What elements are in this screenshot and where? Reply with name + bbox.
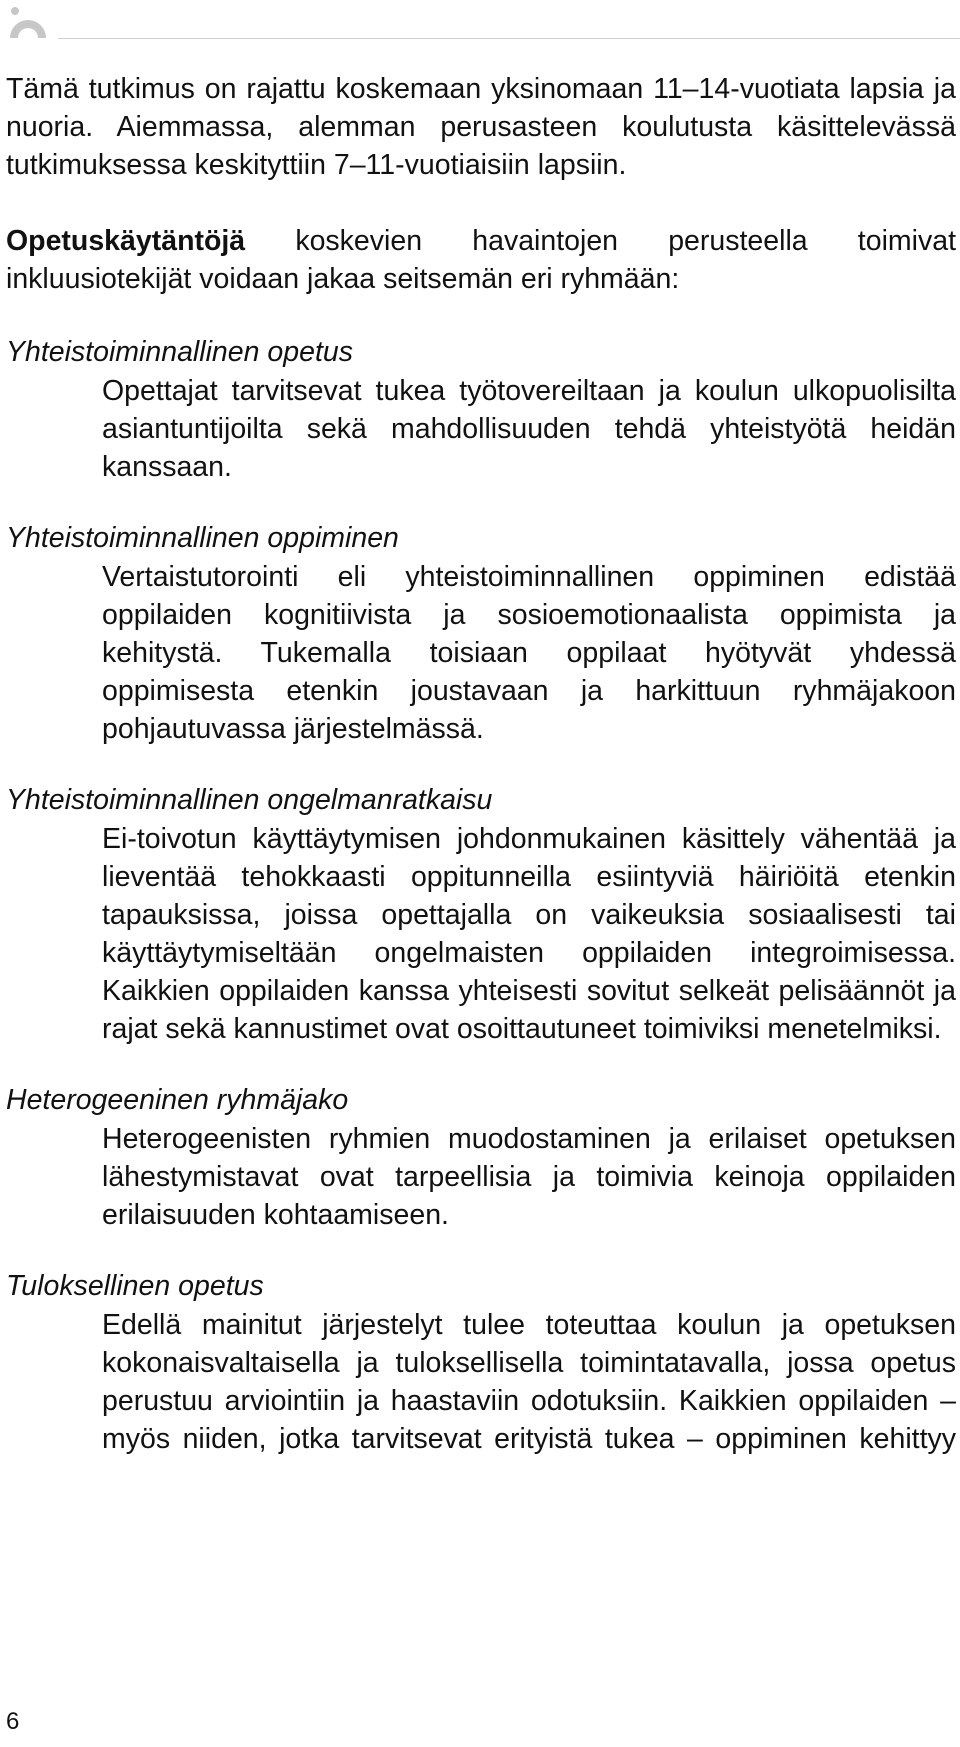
document-body	[6, 70, 956, 1491]
page-number: 6	[6, 1708, 20, 1735]
section-title: Tuloksellinen opetus	[6, 1270, 264, 1302]
section-yhteistoiminnallinen-opetus	[6, 333, 956, 486]
section-yhteistoiminnallinen-ongelmanratkaisu	[6, 781, 956, 1048]
intro-paragraph: Tämä tutkimus on rajattu koskemaan yksinomaan 11–14-vuotiata lapsia ja nuoria. Aiemmassa, alemman perusasteen koulutusta käsittelevässä tutkimuksessa keskityttiin 7–11-vuotiaisiin lapsiin.	[6, 73, 956, 181]
section-body: Ei-toivotun käyttäytymisen johdonmukainen käsittely vähentää ja lieventää tehokkaasti oppitunneilla esiintyviä häiriöitä etenkin tapauksissa, joissa opettajalla on vaikeuksia sosiaalisesti tai käyttäytymiseltään ongelmaisten oppilaiden integroimisessa. Kaikkien oppilaiden kanssa yhteisesti sovitut selkeät pelisäännöt ja rajat sekä kannustimet ovat osoittautuneet toimiviksi menetelmiksi.	[102, 823, 956, 1045]
section-title: Yhteistoiminnallinen oppiminen	[6, 522, 399, 554]
section-body: Edellä mainitut järjestelyt tulee toteuttaa koulun ja opetuksen kokonaisvaltaisella ja tuloksellisella toimintatavalla, jossa opetus perustuu arviointiin ja haastaviin odotuksiin. Kaikkien oppilaiden – myös niiden, jotka tarvitsevat erityistä tukea – oppiminen kehittyy	[102, 1309, 956, 1455]
section-title: Yhteistoiminnallinen ongelmanratkaisu	[6, 784, 493, 816]
section-body: Opettajat tarvitsevat tukea työtovereiltaan ja koulun ulkopuolisilta asiantuntijoilta sekä mahdollisuuden tehdä yhteistyötä heidän kanssaan.	[102, 375, 956, 483]
section-title: Heterogeeninen ryhmäjako	[6, 1084, 349, 1116]
section-tuloksellinen-opetus	[6, 1267, 956, 1458]
section-heterogeeninen-ryhmajako	[6, 1081, 956, 1234]
section-yhteistoiminnallinen-oppiminen	[6, 519, 956, 748]
section-body: Vertaistutorointi eli yhteistoiminnallinen oppiminen edistää oppilaiden kognitiivista ja sosioemotionaalista oppimista ja kehitystä. Tukemalla toisiaan oppilaat hyötyvät yhdessä oppimisesta etenkin joustavaan ja harkittuun ryhmäjakoon pohjautuvassa järjestelmässä.	[102, 561, 956, 745]
lead-bold-term: Opetuskäytäntöjä	[6, 225, 246, 257]
header-rule	[58, 38, 960, 39]
lead-text: koskevien havaintojen perusteella toimivat inkluusiotekijät voidaan jakaa seitsemän eri ryhmään:	[6, 225, 956, 295]
lead-paragraph	[6, 222, 956, 298]
section-body: Heterogeenisten ryhmien muodostaminen ja erilaiset opetuksen lähestymistavat ovat tarpeellisia ja toimivia keinoja oppilaiden erilaisuuden kohtaamiseen.	[102, 1123, 956, 1231]
publisher-logo-icon	[6, 4, 58, 40]
section-title: Yhteistoiminnallinen opetus	[6, 336, 353, 368]
